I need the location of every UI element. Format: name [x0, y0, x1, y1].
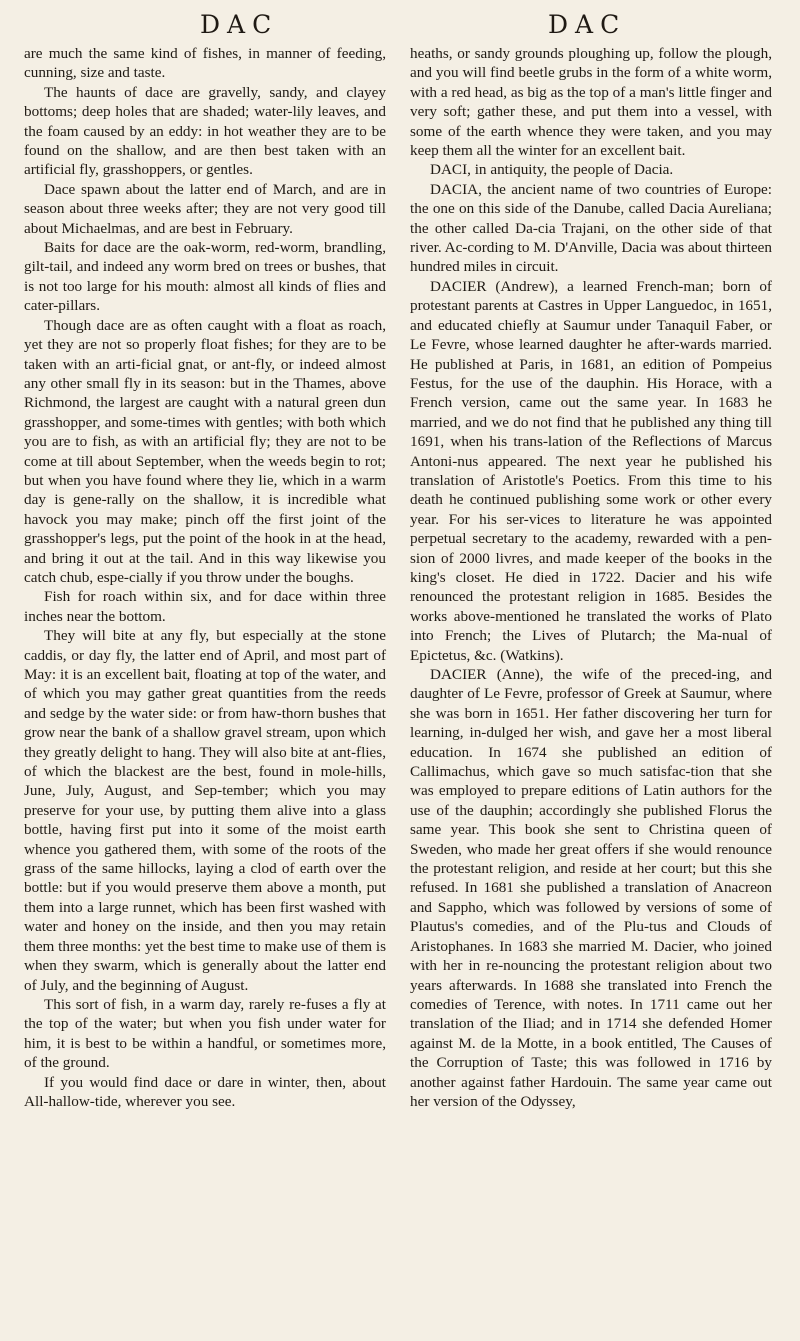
- paragraph: are much the same kind of fishes, in manner of feeding, cunning, size and taste.: [24, 45, 386, 82]
- entry-daci: DACI, in antiquity, the people of Dacia.: [430, 161, 674, 179]
- paragraph: If you would find dace or dare in winter, then, about All-hallow-tide, wherever you see.: [24, 1073, 386, 1110]
- paragraph: heaths, or sandy grounds ploughing up, follow the plough, and you will find beetle grubs in the form of a white worm, with a red head, as big as the top of a man's little finger and very soft; gather these, and put them into a vessel, with some of the earth whence they were taken, and you may keep them all the winter for an excellent bait.: [410, 45, 772, 160]
- header-right: DAC: [548, 10, 627, 39]
- paragraph: Baits for dace are the oak-worm, red-worm, brandling, gilt-tail, and indeed any worm bred on trees or bushes, that is not too large for his mouth: almost all kinds of flies and cater-pillars.: [24, 239, 386, 315]
- paragraph: The haunts of dace are gravelly, sandy, and clayey bottoms; deep holes that are shaded; water-lily leaves, and the foam caused by an eddy: in hot weather they are to be found on the shallow, and are then best taken with an artificial fly, grasshoppers, or gentles.: [24, 83, 386, 179]
- running-header: [0, 10, 800, 44]
- paragraph: They will bite at any fly, but especially at the stone caddis, or day fly, the latter end of April, and most part of May: it is an excellent bait, floating at top of the water, and of which you may gather great quantities from the reeds and sedge by the water side: or from haw-thorn bushes that grow near the bank of a shallow gravel stream, upon which they greatly delight to hang. They will also bite at ant-flies, of which the blackest are the best, found in mole-hills, June, July, August, and Sep-tember; which you may preserve for your use, by putting them alive into a glass bottle, having first put into it some of the moist earth whence you gathered them, with some of the roots of the grass of the same hillocks, laying a clod of earth over the bottle: but if you would preserve them above a month, put them into a large runnet, which has been first washed with water and honey on the inside, and then you may retain them three months: yet the best time to make use of them is when they swarm, which is generally about the latter end of July, and the beginning of August.: [24, 627, 386, 994]
- entry-dacia: DACIA, the ancient name of two countries of Europe: the one on this side of the Danube, called Dacia Aureliana; the other called Da-cia Trajani, on the other side of that river. Ac-cording to M. D'Anville, Dacia was about thirteen hundred miles in circuit.: [410, 180, 772, 276]
- entry-dacier-andrew: DACIER (Andrew), a learned French-man; born of protestant parents at Castres in Upper Languedoc, in 1651, and educated chiefly at Saumur under Tanaquil Faber, or Le Fevre, whose learned daughter he after-wards married. He published at Paris, in 1681, an edition of Pompeius Festus, for the use of the dauphin. His Horace, with a French version, came out the same year. In 1683 he married, and we do not find that he published any thing till 1691, when his trans-lation of the Reflections of Marcus Antoni-nus appeared. The next year he published his translation of Aristotle's Poetics. From this time to his death he continued publishing some work or other every year. For his ser-vices to literature he was appointed perpetual secretary to the academy, rewarded with a pen-sion of 2000 livres, and made keeper of the books in the king's closet. He died in 1722. Dacier and his wife renounced the protestant religion in 1685. Besides the works above-mentioned he translated the works of Plato into French; the Lives of Plutarch; the Ma-nual of Epictetus, &c. (Watkins).: [410, 277, 772, 664]
- paragraph: Dace spawn about the latter end of March, and are in season about three weeks after; they are not very good till about Michaelmas, and are best in February.: [24, 180, 386, 237]
- paragraph: This sort of fish, in a warm day, rarely re-fuses a fly at the top of the water; but when you fish under water for him, it is best to be within a handful, or sometimes more, of the ground.: [24, 995, 386, 1072]
- right-column: [410, 44, 772, 1111]
- paragraph: Though dace are as often caught with a float as roach, yet they are not so properly float fishes; for they are to be taken with an arti-ficial gnat, or ant-fly, or indeed almost any other small fly in its season: but in the Thames, above Richmond, the largest are caught with a natural green dun grasshopper, and some-times with gentles; with both which you are to fish, as with an artificial fly; they are not to be come at till about September, when the weeds begin to rot; but when you have found where they lie, which in a warm day is gene-rally on the shallow, it is incredible what havock you may make; pinch off the first joint of the grasshopper's legs, put the point of the hook in at the head, and bring it out at the tail. And in this way likewise you catch chub, espe-cially if you throw under the boughs.: [24, 316, 386, 586]
- entry-dacier-anne: DACIER (Anne), the wife of the preced-ing, and daughter of Le Fevre, professor of Greek at Saumur, where she was born in 1651. Her father discovering her turn for learning, in-dulged her wish, and gave her a most liberal education. In 1674 she published an edition of Callimachus, which gave so much satisfac-tion that she was employed to prepare editions of Latin authors for the use of the dauphin; accordingly she published Florus the same year. This book she sent to Christina queen of Sweden, who made her great offers if she would renounce the protestant religion, and reside at her court; but this she refused. In 1681 she published a translation of Anacreon and Sappho, which was followed by versions of some of Plautus's comedies, and of the Plu-tus and Clouds of Aristophanes. In 1683 she married M. Dacier, who joined with her in re-nouncing the protestant religion about two years afterwards. In 1688 she translated into French the comedies of Terence, with notes. In 1711 came out her translation of the Iliad; and in 1714 she defended Homer against M. de la Motte, in a book entitled, The Causes of the Corruption of Taste; this was followed in 1716 by another against father Hardouin. The same year came out her version of the Odyssey,: [410, 666, 772, 1110]
- header-left: DAC: [200, 10, 279, 39]
- paragraph: Fish for roach within six, and for dace within three inches near the bottom.: [24, 588, 386, 625]
- left-column: [24, 44, 386, 1111]
